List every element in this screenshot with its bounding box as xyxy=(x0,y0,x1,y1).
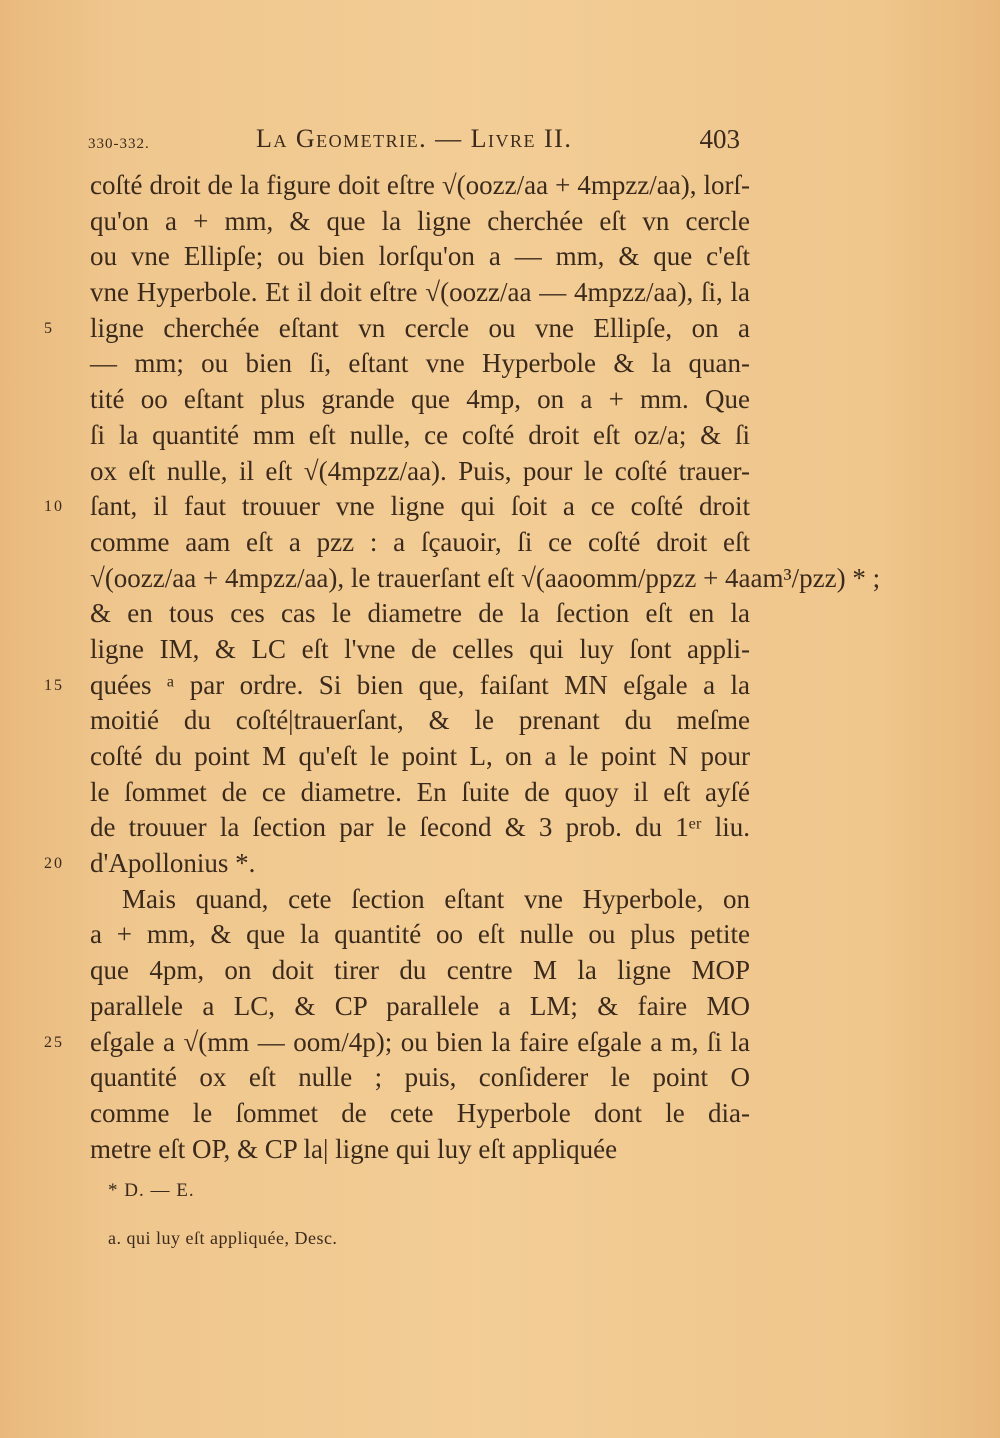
text-line-content: vne Hyperbole. Et il doit eſtre √(oozz/aa — 4mpzz/aa), ſi, la xyxy=(90,277,750,308)
text-line-content: ſi la quantité mm eſt nulle, ce coſté droit eſt oz/a; & ſi xyxy=(90,419,750,450)
line-number: 15 xyxy=(44,676,64,694)
text-line-content: parallele a LC, & CP parallele a LM; & faire MO xyxy=(90,990,750,1021)
text-line-content: ou vne Ellipſe; ou bien lorſqu'on a — mm, & que c'eſt xyxy=(90,241,750,272)
text-line-content: comme aam eſt a pzz : a ſçauoir, ſi ce coſté droit eſt xyxy=(90,526,750,557)
text-line-content: comme le ſommet de cete Hyperbole dont le dia- xyxy=(90,1097,750,1128)
text-line xyxy=(90,561,881,597)
footnote-a: a. qui luy eſt appliquée, Desc. xyxy=(108,1228,338,1248)
text-line xyxy=(90,703,750,739)
text-line xyxy=(90,882,750,918)
text-line-content: moitié du coſté|trauerſant, & le prenant du meſme xyxy=(90,705,750,736)
running-header xyxy=(88,122,748,162)
text-line xyxy=(90,382,750,418)
running-title: La Geometrie. — Livre II. xyxy=(256,124,573,153)
page-number: 403 xyxy=(699,124,740,154)
text-line xyxy=(90,239,750,275)
text-line xyxy=(90,204,750,240)
text-line xyxy=(90,739,750,775)
text-line-content: √(oozz/aa + 4mpzz/aa), le trauerſant eſt √(aaoomm/ppzz + 4aam³/pzz) * ; xyxy=(90,562,881,593)
text-line-content: & en tous ces cas le diametre de la ſection eſt en la xyxy=(90,598,750,629)
text-line-content: ligne IM, & LC eſt l'vne de celles qui luy ſont appli- xyxy=(90,633,750,664)
text-line xyxy=(90,418,750,454)
text-line-content: eſgale a √(mm — oom/4p); ou bien la faire eſgale a m, ſi la xyxy=(90,1026,750,1057)
text-line-content: metre eſt OP, & CP la| ligne qui luy eſt appliquée xyxy=(90,1133,618,1164)
text-line-content: tité oo eſtant plus grande que 4mp, on a + mm. Que xyxy=(90,384,750,415)
text-line-content: d'Apollonius *. xyxy=(90,848,256,879)
text-line-content: coſté droit de la figure doit eſtre √(oozz/aa + 4mpzz/aa), lorſ- xyxy=(90,170,750,200)
line-number: 20 xyxy=(44,855,64,873)
text-line-content: que 4pm, on doit tirer du centre M la ligne MOP xyxy=(90,955,750,986)
main-text xyxy=(44,168,881,1167)
text-line xyxy=(90,1132,750,1168)
text-line-content: a + mm, & que la quantité oo eſt nulle ou plus petite xyxy=(90,919,750,950)
text-line xyxy=(90,275,750,311)
text-line-content: qu'on a + mm, & que la ligne cherchée eſt vn cercle xyxy=(90,205,750,236)
text-line xyxy=(44,489,750,525)
text-line-content: de trouuer la ſection par le ſecond & 3 prob. du 1ᵉʳ liu. xyxy=(90,812,750,843)
line-number: 25 xyxy=(44,1033,64,1051)
line-number: 10 xyxy=(44,498,64,516)
text-line xyxy=(90,632,750,668)
text-line xyxy=(90,596,750,632)
text-line-content: ox eſt nulle, il eſt √(4mpzz/aa). Puis, pour le coſté trauer- xyxy=(90,455,750,486)
text-line xyxy=(90,775,750,811)
footnote-star: * D. — E. xyxy=(108,1180,195,1201)
text-line-content: coſté du point M qu'eſt le point L, on a le point N pour xyxy=(90,741,750,771)
text-line xyxy=(44,311,750,347)
footnotes xyxy=(108,1180,337,1249)
text-line xyxy=(90,989,750,1025)
text-line-content: ſant, il faut trouuer vne ligne qui ſoit a ce coſté droit xyxy=(90,491,750,522)
page-range: 330-332. xyxy=(88,136,150,152)
text-line-content: quées ᵃ par ordre. Si bien que, faiſant MN eſgale a la xyxy=(90,669,750,700)
text-line xyxy=(90,953,750,989)
text-line xyxy=(90,525,750,561)
text-line xyxy=(44,668,750,704)
text-line-content: le ſommet de ce diametre. En ſuite de quoy il eſt ayſé xyxy=(90,776,750,807)
text-line xyxy=(90,168,750,204)
text-line xyxy=(44,1025,750,1061)
line-number: 5 xyxy=(44,319,54,337)
text-line xyxy=(90,1060,750,1096)
text-line-content: ligne cherchée eſtant vn cercle ou vne Ellipſe, on a xyxy=(90,312,750,343)
text-line xyxy=(90,1096,750,1132)
text-line-content: — mm; ou bien ſi, eſtant vne Hyperbole & la quan- xyxy=(90,348,750,379)
text-line xyxy=(90,917,750,953)
text-line-content: quantité ox eſt nulle ; puis, conſiderer le point O xyxy=(90,1062,750,1093)
text-line xyxy=(44,846,750,882)
text-line xyxy=(90,346,750,382)
text-line xyxy=(90,810,750,846)
text-line-content: Mais quand, cete ſection eſtant vne Hyperbole, on xyxy=(122,883,750,914)
text-line xyxy=(90,454,750,490)
